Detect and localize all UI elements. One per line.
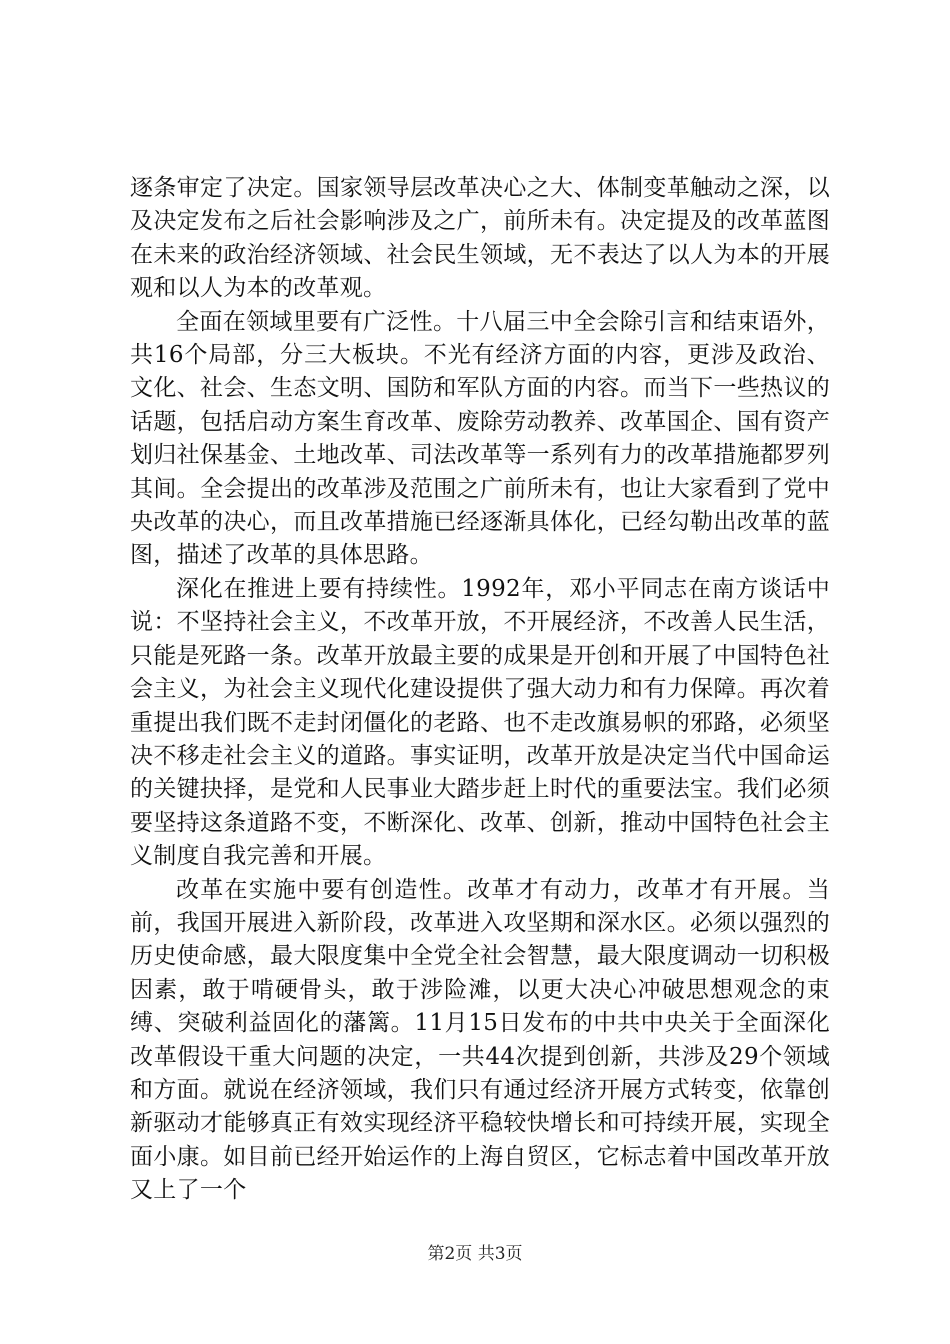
paragraph-continuation: 逐条审定了决定。国家领导层改革决心之大、体制变革触动之深，以及决定发布之后社会影响涉及之广，前所未有。决定提及的改革蓝图在未来的政治经济领域、社会民生领域，无不表达了以人为本的开展观和以人为本的改革观。 — [130, 175, 830, 302]
paragraph-deepening: 深化在推进上要有持续性。1992年，邓小平同志在南方谈话中说：不坚持社会主义，不改革开放，不开展经济，不改善人民生活，只能是死路一条。改革开放最主要的成果是开创和开展了中国特色社会主义，为社会主义现代化建设提供了强大动力和有力保障。再次着重提出我们既不走封闭僵化的老路、也不走改旗易帜的邪路，必须坚决不移走社会主义的道路。事实证明，改革开放是决定当代中国命运的关键抉择，是党和人民事业大踏步赶上时代的重要法宝。我们必须要坚持这条道路不变，不断深化、改革、创新，推动中国特色社会主义制度自我完善和开展。 — [130, 575, 830, 870]
document-body — [130, 172, 830, 1208]
page-footer: 第2页 共3页 — [427, 1244, 523, 1264]
paragraph-reform-creativity: 改革在实施中要有创造性。改革才有动力，改革才有开展。当前，我国开展进入新阶段，改革进入攻坚期和深水区。必须以强烈的历史使命感，最大限度集中全党全社会智慧，最大限度调动一切积极因素，敢于啃硬骨头，敢于涉险滩，以更大决心冲破思想观念的束缚、突破利益固化的藩篱。11月15日发布的中共中央关于全面深化改革假设干重大问题的决定，一共44次提到创新，共涉及29个领域和方面。就说在经济领域，我们只有通过经济开展方式转变，依靠创新驱动才能够真正有效实现经济平稳较快增长和可持续开展，实现全面小康。如目前已经开始运作的上海自贸区，它标志着中国改革开放又上了一个 — [130, 876, 830, 1204]
paragraph-comprehensive: 全面在领域里要有广泛性。十八届三中全会除引言和结束语外，共16个局部，分三大板块。不光有经济方面的内容，更涉及政治、文化、社会、生态文明、国防和军队方面的内容。而当下一些热议的话题，包括启动方案生育改革、废除劳动教养、改革国企、国有资产划归社保基金、土地改革、司法改革等一系列有力的改革措施都罗列其间。全会提出的改革涉及范围之广前所未有，也让大家看到了党中央改革的决心，而且改革措施已经逐渐具体化，已经勾勒出改革的蓝图，描述了改革的具体思路。 — [130, 308, 830, 569]
